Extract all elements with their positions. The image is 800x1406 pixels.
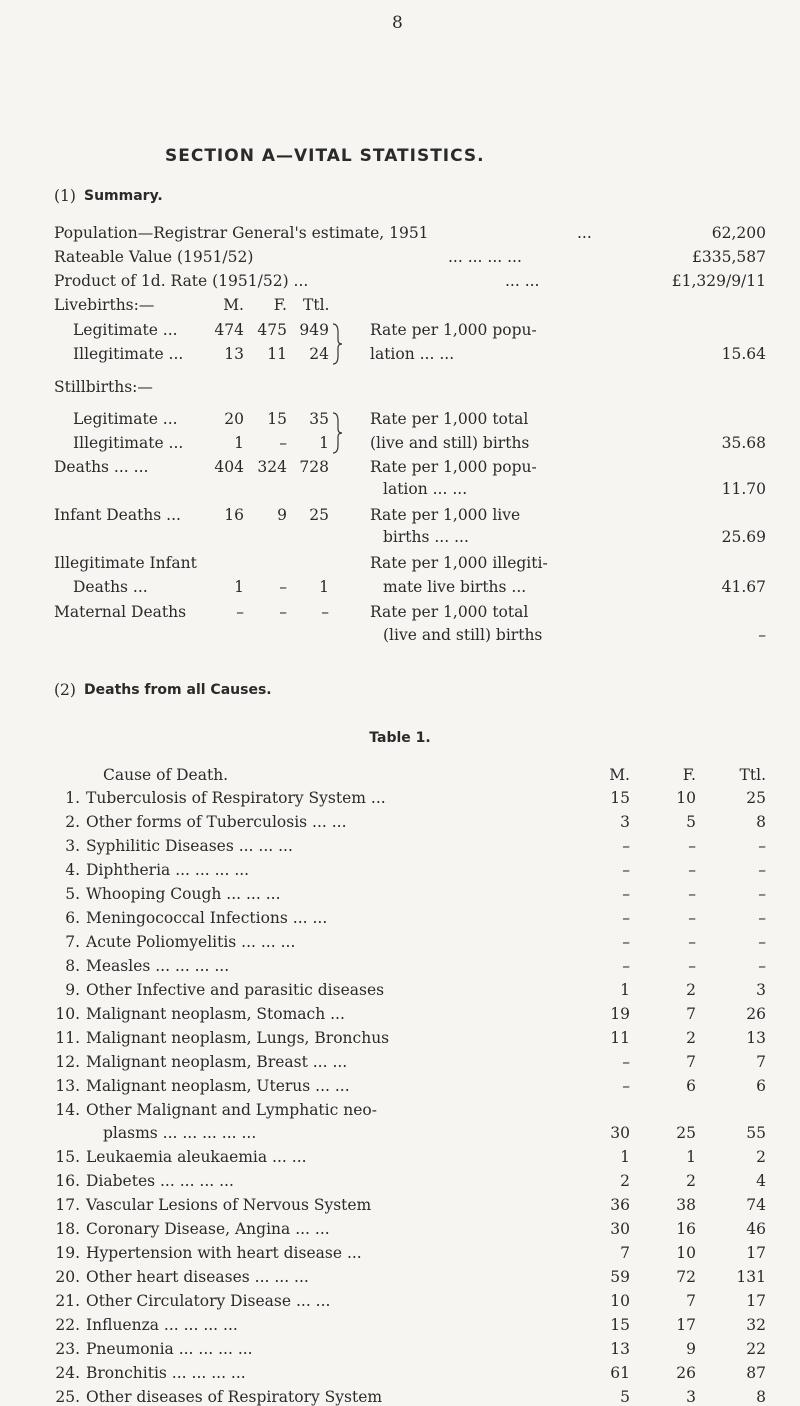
deaths-female: –	[688, 909, 696, 927]
deaths-male: 30	[610, 1124, 630, 1142]
deaths-total: 17	[746, 1292, 766, 1310]
rate-line: Rate per 1,000 total	[370, 603, 529, 621]
rate-value: 15.64	[721, 345, 766, 363]
product-dots: ... ...	[505, 272, 540, 290]
summary-heading-number: (1)	[54, 187, 76, 205]
rateable-value: £335,587	[692, 248, 766, 266]
deaths-male: –	[622, 957, 630, 975]
deaths-total: 17	[746, 1244, 766, 1262]
summary-row-f: 15	[267, 410, 287, 428]
deaths-male: 15	[610, 789, 630, 807]
deaths-female: 25	[676, 1124, 696, 1142]
deaths-male: 30	[610, 1220, 630, 1238]
rate-line: Rate per 1,000 illegiti-	[370, 554, 548, 572]
rate-line: births ... ...	[383, 528, 469, 546]
summary-row-f: 11	[267, 345, 287, 363]
rate-line: Rate per 1,000 popu-	[370, 458, 537, 476]
summary-row-t: 1	[319, 578, 329, 596]
deaths-total: 26	[746, 1005, 766, 1023]
summary-row-t: 24	[309, 345, 329, 363]
cause-of-death: Influenza ... ... ... ...	[86, 1316, 238, 1334]
col-cause-header: Cause of Death.	[103, 766, 229, 784]
deaths-total: 25	[746, 789, 766, 807]
deaths-female: 2	[686, 1172, 696, 1190]
rate-value: –	[758, 626, 766, 644]
col-m-header: M.	[609, 766, 630, 784]
row-number: 22.	[55, 1316, 80, 1334]
summary-row-t: 949	[299, 321, 329, 339]
livebirths-label: Livebirths:—	[54, 296, 155, 314]
cause-of-death: Malignant neoplasm, Uterus ... ...	[86, 1077, 350, 1095]
row-number: 11.	[55, 1029, 80, 1047]
deaths-total: 22	[746, 1340, 766, 1358]
deaths-male: –	[622, 885, 630, 903]
deaths-female: 6	[686, 1077, 696, 1095]
row-number: 21.	[55, 1292, 80, 1310]
row-number: 24.	[55, 1364, 80, 1382]
summary-heading: Summary.	[84, 188, 163, 204]
deaths-male: 15	[610, 1316, 630, 1334]
deaths-female: 7	[686, 1292, 696, 1310]
deaths-female: –	[688, 861, 696, 879]
summary-row-label: Legitimate ...	[73, 410, 178, 428]
cause-of-death: Vascular Lesions of Nervous System	[86, 1196, 372, 1214]
row-number: 10.	[55, 1005, 80, 1023]
summary-row-label: Legitimate ...	[73, 321, 178, 339]
cause-of-death: Other Malignant and Lymphatic neo-	[86, 1101, 377, 1119]
deaths-total: 4	[756, 1172, 766, 1190]
summary-row-t: 728	[299, 458, 329, 476]
row-number: 2.	[65, 813, 80, 831]
summary-row-f: 9	[277, 506, 287, 524]
cause-of-death: Other Circulatory Disease ... ...	[86, 1292, 331, 1310]
row-number: 6.	[65, 909, 80, 927]
cause-of-death: Diphtheria ... ... ... ...	[86, 861, 250, 879]
cause-of-death: Other heart diseases ... ... ...	[86, 1268, 309, 1286]
deaths-total: 7	[756, 1053, 766, 1071]
cause-of-death: Diabetes ... ... ... ...	[86, 1172, 234, 1190]
row-number: 16.	[55, 1172, 80, 1190]
row-number: 17.	[55, 1196, 80, 1214]
rate-line: Rate per 1,000 total	[370, 410, 529, 428]
row-number: 23.	[55, 1340, 80, 1358]
deaths-female: 2	[686, 1029, 696, 1047]
deaths-total: 46	[746, 1220, 766, 1238]
deaths-total: –	[758, 885, 766, 903]
deaths-male: 10	[610, 1292, 630, 1310]
row-number: 7.	[65, 933, 80, 951]
page-number: 8	[392, 13, 403, 33]
deaths-female: –	[688, 933, 696, 951]
summary-row-label: Deaths ... ...	[54, 458, 149, 476]
summary-row-m: 13	[224, 345, 244, 363]
deaths-female: 3	[686, 1388, 696, 1406]
summary-row-label: Illegitimate ...	[73, 345, 184, 363]
row-number: 12.	[55, 1053, 80, 1071]
deaths-total: –	[758, 837, 766, 855]
deaths-total: –	[758, 861, 766, 879]
illegitimate-infant-label: Illegitimate Infant	[54, 554, 197, 572]
stillbirths-label: Stillbirths:—	[54, 378, 153, 396]
deaths-total: 87	[746, 1364, 766, 1382]
cause-of-death: Hypertension with heart disease ...	[86, 1244, 362, 1262]
summary-row-t: 35	[309, 410, 329, 428]
row-number: 18.	[55, 1220, 80, 1238]
deaths-female: 5	[686, 813, 696, 831]
cause-of-death: Other Infective and parasitic diseases	[86, 981, 385, 999]
rate-line: mate live births ...	[383, 578, 527, 596]
deaths-male: –	[622, 837, 630, 855]
col-head-t: Ttl.	[303, 296, 330, 314]
row-number: 14.	[55, 1101, 80, 1119]
row-number: 4.	[65, 861, 80, 879]
col-f-header: F.	[682, 766, 696, 784]
row-number: 15.	[55, 1148, 80, 1166]
deaths-total: 3	[756, 981, 766, 999]
deaths-female: 10	[676, 789, 696, 807]
rate-line: lation ... ...	[370, 345, 455, 363]
rate-value: 41.67	[721, 578, 766, 596]
population-dots: ...	[577, 224, 592, 242]
deaths-female: 2	[686, 981, 696, 999]
summary-row-t: 1	[319, 434, 329, 452]
deaths-total: 6	[756, 1077, 766, 1095]
col-head-m: M.	[223, 296, 244, 314]
deaths-female: –	[688, 885, 696, 903]
cause-of-death: Bronchitis ... ... ... ...	[86, 1364, 246, 1382]
summary-row-f: –	[279, 603, 287, 621]
deaths-male: 1	[620, 1148, 630, 1166]
summary-row-m: 1	[234, 434, 244, 452]
deaths-male: 3	[620, 813, 630, 831]
summary-row-m: 16	[224, 506, 244, 524]
deaths-total: 8	[756, 813, 766, 831]
deaths-male: –	[622, 1077, 630, 1095]
cause-of-death-cont: plasms ... ... ... ... ...	[103, 1124, 257, 1142]
deaths-female: 7	[686, 1053, 696, 1071]
product-label: Product of 1d. Rate (1951/52) ...	[54, 272, 309, 290]
deaths-heading-number: (2)	[54, 681, 76, 699]
deaths-male: 59	[610, 1268, 630, 1286]
deaths-male: –	[622, 1053, 630, 1071]
row-number: 9.	[65, 981, 80, 999]
summary-row-label: Maternal Deaths	[54, 603, 187, 621]
rate-value: 35.68	[721, 434, 766, 452]
population-value: 62,200	[711, 224, 766, 242]
summary-row-f: –	[279, 434, 287, 452]
deaths-male: 1	[620, 981, 630, 999]
summary-row-label: Illegitimate ...	[73, 434, 184, 452]
deaths-male: 61	[610, 1364, 630, 1382]
row-number: 20.	[55, 1268, 80, 1286]
cause-of-death: Coronary Disease, Angina ... ...	[86, 1220, 330, 1238]
col-t-header: Ttl.	[739, 766, 766, 784]
brace-icon	[331, 322, 343, 366]
deaths-total: 8	[756, 1388, 766, 1406]
deaths-female: –	[688, 837, 696, 855]
deaths-female: 16	[676, 1220, 696, 1238]
deaths-female: 10	[676, 1244, 696, 1262]
deaths-female: 38	[676, 1196, 696, 1214]
deaths-female: 9	[686, 1340, 696, 1358]
summary-row-m: 404	[214, 458, 244, 476]
summary-row-f: 475	[257, 321, 287, 339]
cause-of-death: Meningococcal Infections ... ...	[86, 909, 328, 927]
summary-row-m: 20	[224, 410, 244, 428]
summary-row-t: –	[321, 603, 329, 621]
cause-of-death: Acute Poliomyelitis ... ... ...	[86, 933, 296, 951]
deaths-female: –	[688, 957, 696, 975]
deaths-female: 7	[686, 1005, 696, 1023]
table-title: Table 1.	[369, 730, 431, 746]
summary-row-label: Deaths ...	[73, 578, 148, 596]
deaths-total: –	[758, 933, 766, 951]
cause-of-death: Other diseases of Respiratory System	[86, 1388, 383, 1406]
row-number: 25.	[55, 1388, 80, 1406]
summary-row-t: 25	[309, 506, 329, 524]
deaths-male: 5	[620, 1388, 630, 1406]
row-number: 3.	[65, 837, 80, 855]
deaths-male: 2	[620, 1172, 630, 1190]
deaths-female: 17	[676, 1316, 696, 1334]
deaths-male: 13	[610, 1340, 630, 1358]
deaths-male: –	[622, 933, 630, 951]
cause-of-death: Pneumonia ... ... ... ...	[86, 1340, 253, 1358]
deaths-total: 2	[756, 1148, 766, 1166]
deaths-heading: Deaths from all Causes.	[84, 682, 272, 698]
rateable-label: Rateable Value (1951/52)	[54, 248, 254, 266]
deaths-total: 13	[746, 1029, 766, 1047]
col-head-f: F.	[273, 296, 287, 314]
rate-value: 25.69	[721, 528, 766, 546]
deaths-total: 32	[746, 1316, 766, 1334]
summary-row-m: 474	[214, 321, 244, 339]
row-number: 19.	[55, 1244, 80, 1262]
deaths-male: –	[622, 861, 630, 879]
cause-of-death: Malignant neoplasm, Breast ... ...	[86, 1053, 348, 1071]
cause-of-death: Malignant neoplasm, Stomach ...	[86, 1005, 345, 1023]
deaths-female: 72	[676, 1268, 696, 1286]
summary-row-m: 1	[234, 578, 244, 596]
rate-line: Rate per 1,000 live	[370, 506, 521, 524]
rate-line: (live and still) births	[370, 434, 530, 452]
summary-row-label: Infant Deaths ...	[54, 506, 181, 524]
product-value: £1,329/9/11	[671, 272, 766, 290]
cause-of-death: Syphilitic Diseases ... ... ...	[86, 837, 293, 855]
cause-of-death: Other forms of Tuberculosis ... ...	[86, 813, 347, 831]
section-title: SECTION A—VITAL STATISTICS.	[165, 146, 485, 166]
deaths-total: 131	[736, 1268, 766, 1286]
cause-of-death: Measles ... ... ... ...	[86, 957, 230, 975]
cause-of-death: Tuberculosis of Respiratory System ...	[86, 789, 386, 807]
deaths-female: 26	[676, 1364, 696, 1382]
cause-of-death: Malignant neoplasm, Lungs, Bronchus	[86, 1029, 390, 1047]
deaths-total: –	[758, 957, 766, 975]
deaths-total: –	[758, 909, 766, 927]
rate-line: (live and still) births	[383, 626, 543, 644]
deaths-total: 55	[746, 1124, 766, 1142]
deaths-male: 19	[610, 1005, 630, 1023]
row-number: 1.	[65, 789, 80, 807]
row-number: 5.	[65, 885, 80, 903]
rateable-dots: ... ... ... ...	[448, 248, 522, 266]
rate-line: Rate per 1,000 popu-	[370, 321, 537, 339]
cause-of-death: Whooping Cough ... ... ...	[86, 885, 281, 903]
deaths-female: 1	[686, 1148, 696, 1166]
row-number: 13.	[55, 1077, 80, 1095]
population-label: Population—Registrar General's estimate, 1951	[54, 224, 429, 242]
deaths-male: –	[622, 909, 630, 927]
row-number: 8.	[65, 957, 80, 975]
rate-value: 11.70	[721, 480, 766, 498]
deaths-male: 11	[610, 1029, 630, 1047]
brace-icon	[331, 411, 343, 455]
summary-row-m: –	[236, 603, 244, 621]
deaths-total: 74	[746, 1196, 766, 1214]
summary-row-f: 324	[257, 458, 287, 476]
cause-of-death: Leukaemia aleukaemia ... ...	[86, 1148, 307, 1166]
deaths-male: 36	[610, 1196, 630, 1214]
deaths-male: 7	[620, 1244, 630, 1262]
rate-line: lation ... ...	[383, 480, 468, 498]
summary-row-f: –	[279, 578, 287, 596]
